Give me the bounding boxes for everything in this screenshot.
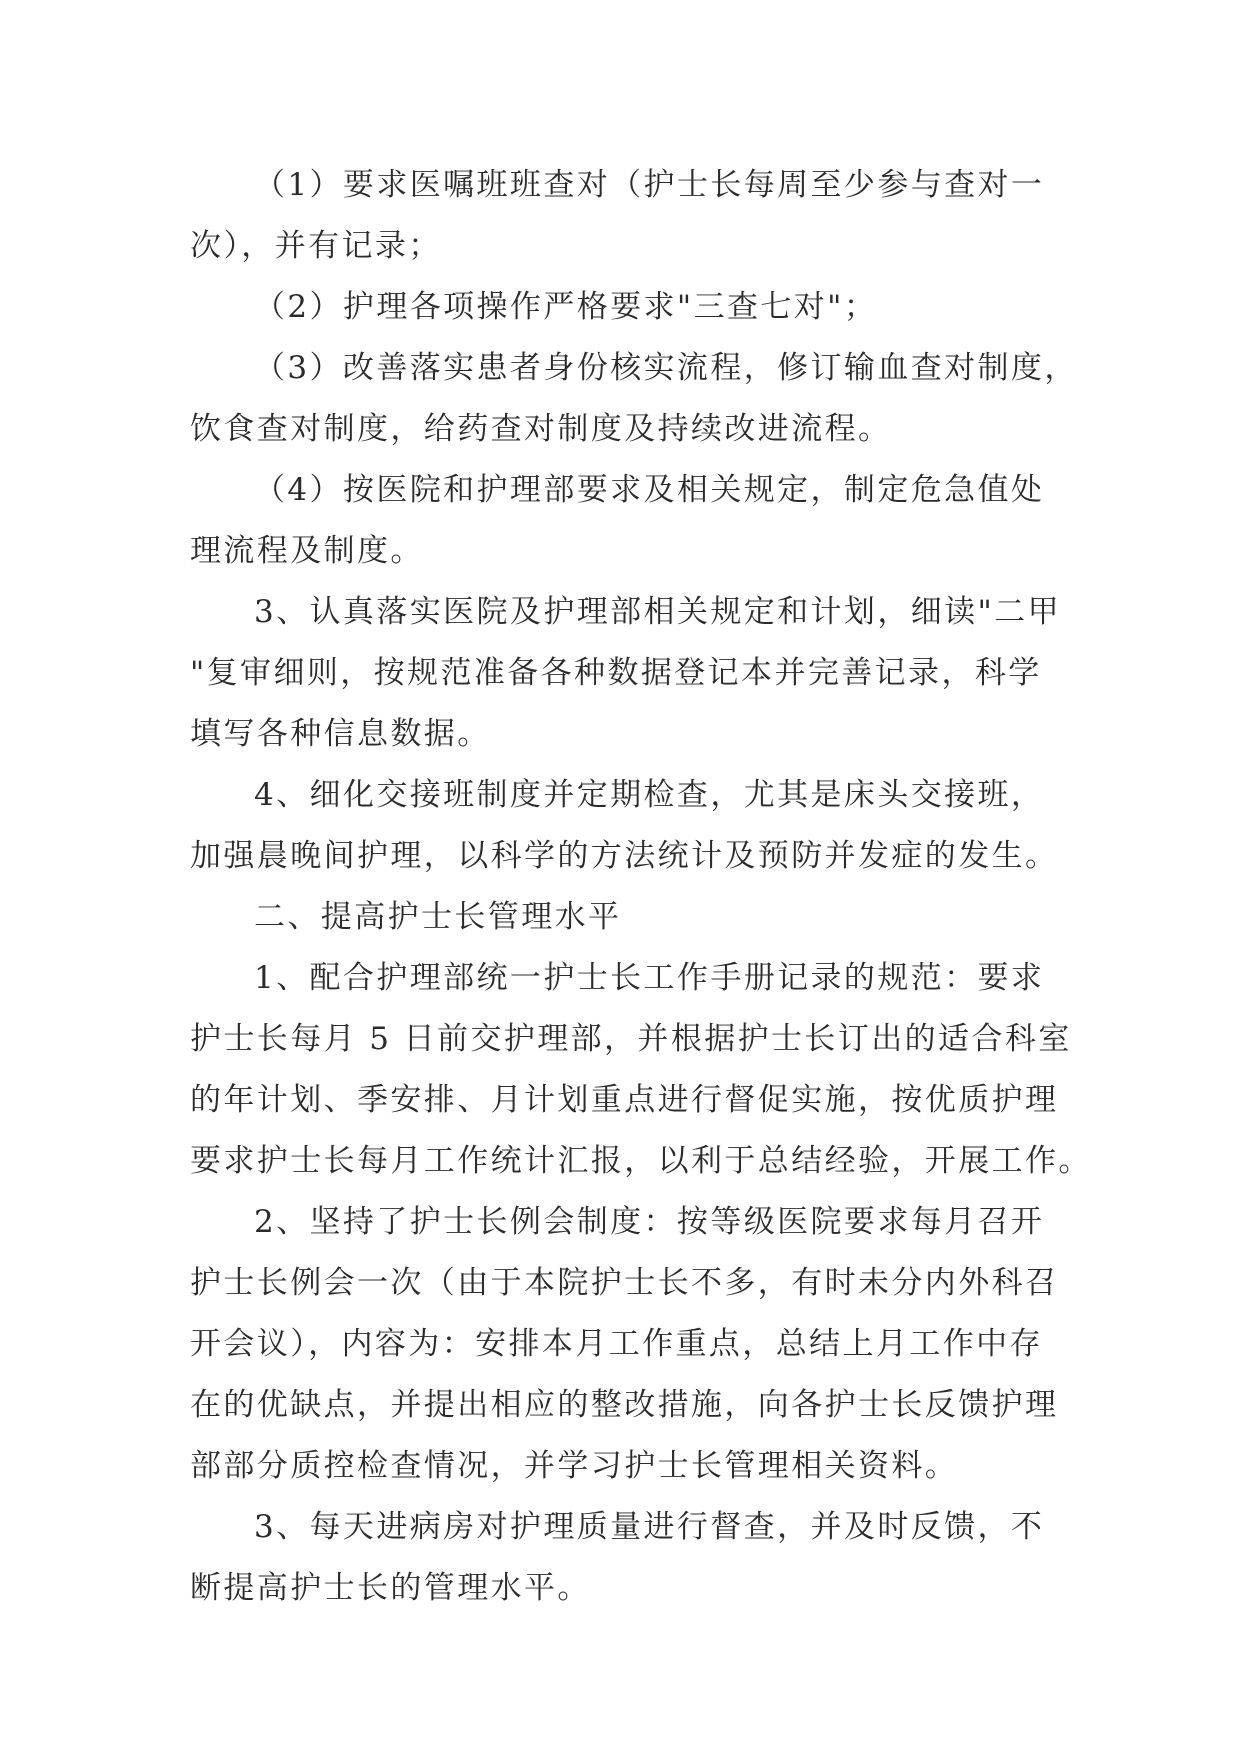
text-line: 开会议），内容为：安排本月工作重点，总结上月工作中存 bbox=[190, 1326, 1043, 1362]
text-line: （2）护理各项操作严格要求"三查七对"； bbox=[254, 289, 878, 325]
text-line: 要求护士长每月工作统计汇报，以利于总结经验，开展工作。 bbox=[190, 1143, 1092, 1179]
text-line: 部部分质控检查情况，并学习护士长管理相关资料。 bbox=[190, 1448, 959, 1484]
text-line: 断提高护士长的管理水平。 bbox=[190, 1570, 591, 1606]
paragraph bbox=[190, 460, 1060, 582]
paragraph bbox=[190, 1497, 1060, 1619]
text-line: 饮食查对制度，给药查对制度及持续改进流程。 bbox=[190, 411, 892, 447]
text-line: "复审细则，按规范准备各种数据登记本并完善记录，科学 bbox=[190, 655, 1042, 691]
text-line: 在的优缺点，并提出相应的整改措施，向各护士长反馈护理 bbox=[190, 1387, 1059, 1423]
text-line: （4）按医院和护理部要求及相关规定，制定危急值处 bbox=[254, 472, 1045, 508]
paragraph bbox=[190, 948, 1092, 1192]
text-line: 3、认真落实医院及护理部相关规定和计划，细读"二甲 bbox=[254, 594, 1061, 630]
paragraph bbox=[190, 765, 1060, 887]
text-line: 护士长例会一次（由于本院护士长不多，有时未分内外科召 bbox=[190, 1265, 1059, 1301]
text-line: 1、配合护理部统一护士长工作手册记录的规范：要求 bbox=[254, 960, 1045, 996]
text-line: 次），并有记录； bbox=[190, 228, 442, 264]
text-line: 3、每天进病房对护理质量进行督查，并及时反馈，不 bbox=[254, 1509, 1045, 1545]
text-line: （1）要求医嘱班班查对（护士长每周至少参与查对一 bbox=[254, 167, 1045, 203]
section-heading bbox=[190, 887, 1060, 948]
paragraph bbox=[190, 338, 1078, 460]
text-line: 2、坚持了护士长例会制度：按等级医院要求每月召开 bbox=[254, 1204, 1045, 1240]
paragraph bbox=[190, 1192, 1060, 1497]
text-line: 4、细化交接班制度并定期检查，尤其是床头交接班， bbox=[254, 777, 1045, 813]
text-line: 填写各种信息数据。 bbox=[190, 716, 491, 752]
text-line: 加强晨晚间护理，以科学的方法统计及预防并发症的发生。 bbox=[190, 838, 1059, 874]
paragraph bbox=[190, 277, 1060, 338]
paragraph bbox=[190, 155, 1060, 277]
document-page bbox=[190, 155, 1092, 1619]
text-line: （3）改善落实患者身份核实流程，修订输血查对制度， bbox=[254, 350, 1078, 386]
text-line: 护士长每月 5 日前交护理部，并根据护士长订出的适合科室 bbox=[190, 1021, 1072, 1057]
text-line: 的年计划、季安排、月计划重点进行督促实施，按优质护理 bbox=[190, 1082, 1059, 1118]
text-line: 理流程及制度。 bbox=[190, 533, 424, 569]
paragraph bbox=[190, 582, 1060, 765]
text-line: 二、提高护士长管理水平 bbox=[254, 899, 622, 935]
